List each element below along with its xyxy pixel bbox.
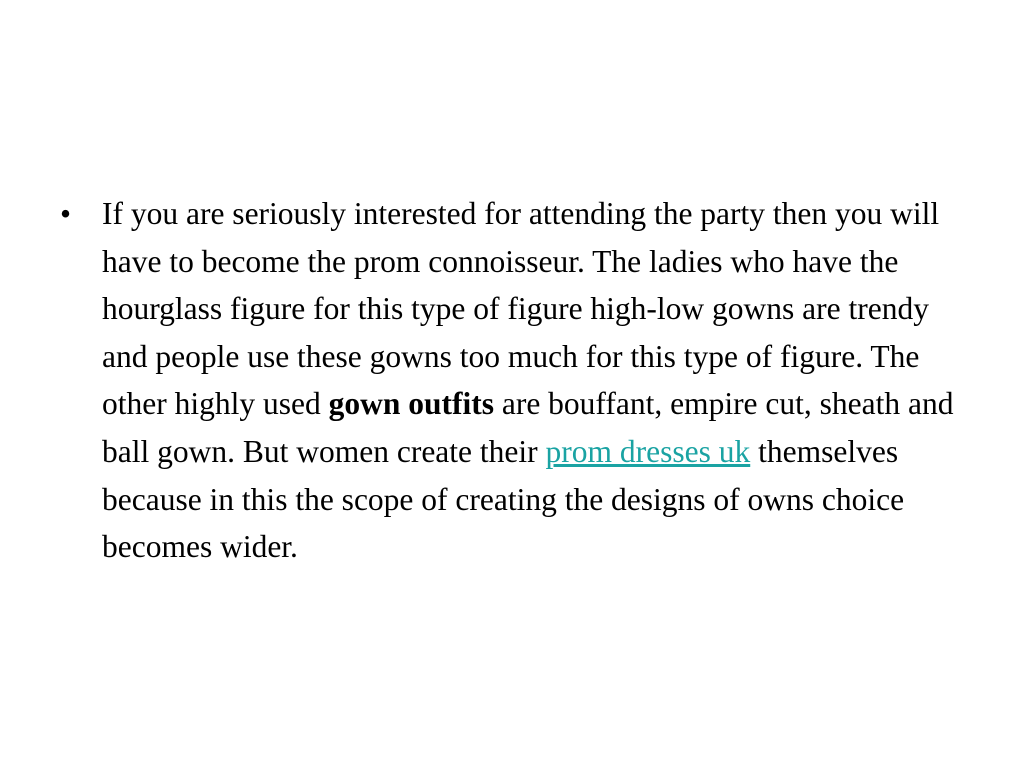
bold-term-gown-outfits: gown outfits (328, 386, 494, 422)
bullet-list (60, 190, 980, 571)
prom-dresses-link[interactable]: prom dresses uk (545, 433, 751, 469)
bullet-marker: • (60, 196, 72, 231)
paragraph-text-intro: If you are seriously interested for attending the party then you will have to become the prom connoisseur. The ladies who have the hourglass figure for this type of figure high-low gowns are trendy and people use these gowns too much for this type of figure. The other highly used (102, 196, 940, 422)
paragraph-text-end: themselves because in this the scope of creating the designs of owns choice becomes wider. (102, 433, 905, 565)
paragraph-text-middle: are bouffant, empire cut, sheath and ball gown. But women create their (102, 386, 954, 469)
bullet-item (60, 190, 980, 571)
